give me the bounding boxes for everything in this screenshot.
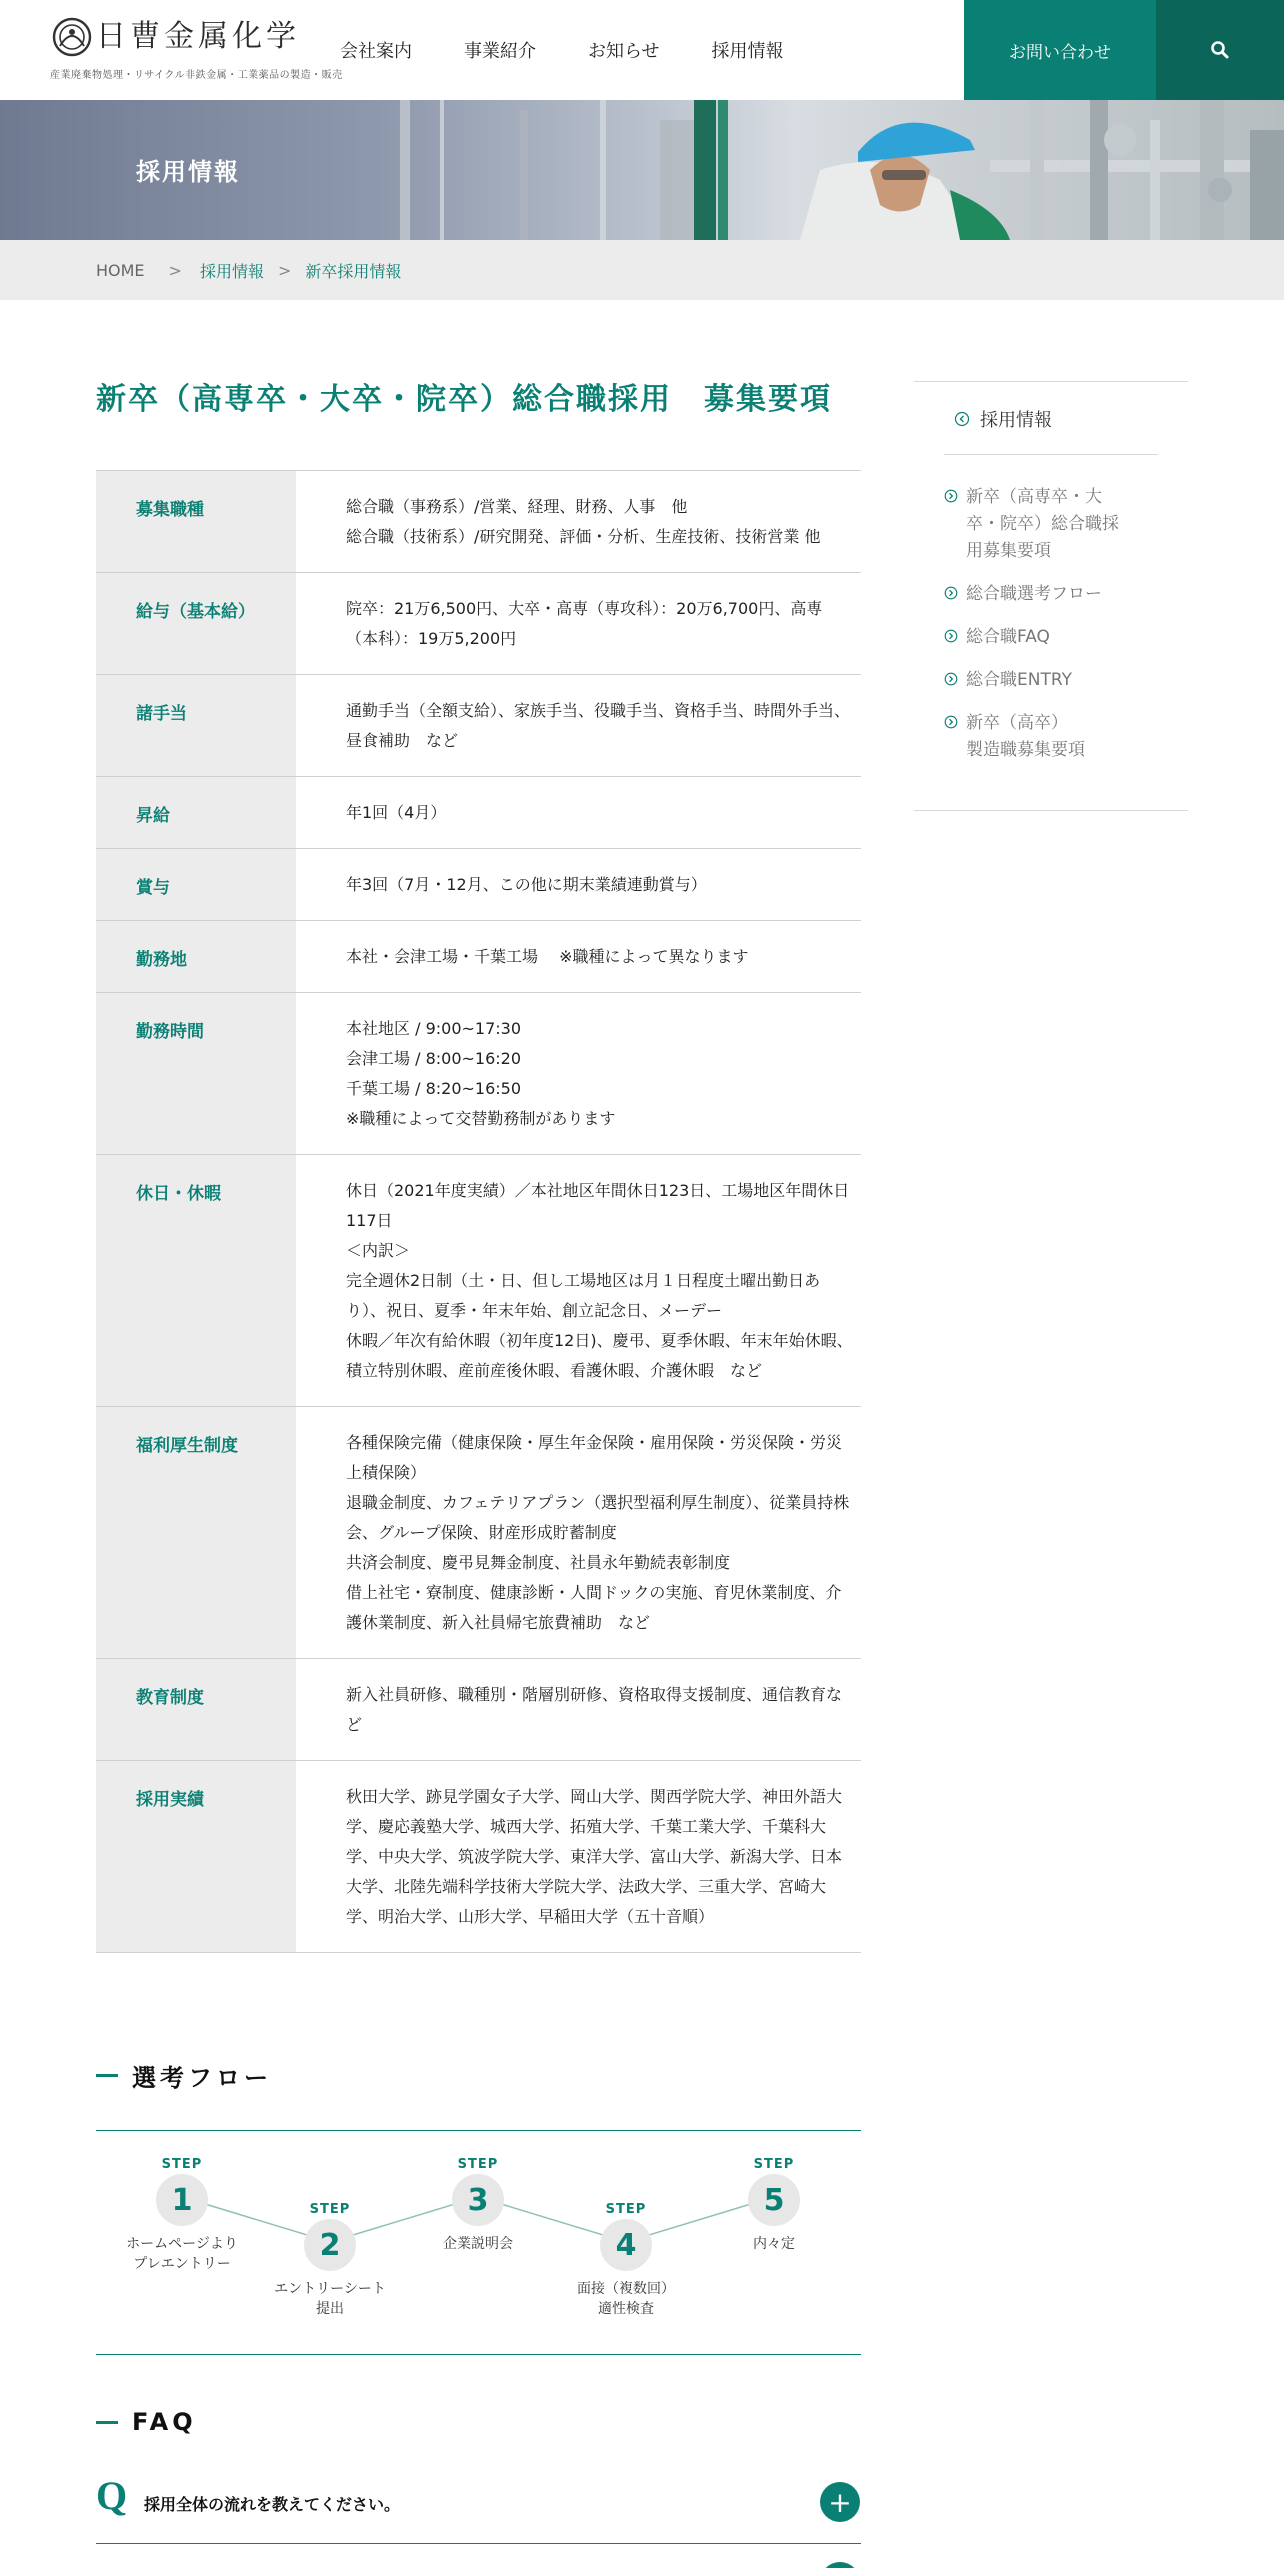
table-row (96, 849, 861, 921)
row-value-line: 共済会制度、慶弔見舞金制度、社員永年勤続表彰制度 (346, 1553, 731, 1572)
row-value-line: 休暇／年次有給休暇（初年度12日)、慶弔、夏季休暇、年末年始休暇、積立特別休暇、産前産後休暇、看護休暇、介護休暇 など (346, 1331, 853, 1380)
sidebar-link-label: 総合職FAQ (966, 627, 1050, 647)
row-value (296, 1761, 861, 1952)
row-value (296, 675, 861, 776)
sidebar-link-label: 総合職選考フロー (966, 584, 1102, 604)
row-label: 募集職種 (96, 471, 296, 572)
sidebar-link-label: 新卒（高卒） 製造職募集要項 (966, 713, 1085, 760)
sidebar-link[interactable] (944, 581, 1164, 608)
sidebar-heading[interactable] (954, 406, 1052, 432)
row-value-line: 総合職（技術系）/研究開発、評価・分析、生産技術、技術営業 他 (346, 527, 821, 546)
heading-bar (96, 2421, 118, 2424)
row-label: 諸手当 (96, 675, 296, 776)
row-label: 勤務時間 (96, 993, 296, 1154)
row-value (296, 1407, 861, 1658)
step-label: STEP (309, 2202, 351, 2217)
nav-item-recruit[interactable]: 採用情報 (711, 41, 784, 62)
row-value-line: ※職種によって交替勤務制があります (346, 1109, 616, 1128)
global-nav (340, 0, 835, 100)
row-label: 採用実績 (96, 1761, 296, 1952)
arrow-right-icon (944, 672, 958, 686)
step-number: 3 (452, 2174, 504, 2226)
nav-item-business[interactable]: 事業紹介 (464, 41, 536, 62)
page-title: 新卒（高専卒・大卒・院卒）総合職採用 募集要項 (96, 382, 832, 417)
faq-section-heading (96, 2408, 197, 2436)
step-label: STEP (161, 2157, 203, 2172)
row-value (296, 993, 861, 1154)
faq-item-partial (96, 2544, 861, 2568)
sidebar-heading-label: 採用情報 (980, 410, 1052, 431)
sidebar-link[interactable] (944, 710, 1164, 764)
row-value-line: 年1回（4月） (346, 803, 447, 822)
flow-step (102, 2157, 262, 2274)
breadcrumb-current: 新卒採用情報 (305, 261, 402, 281)
search-icon (1210, 40, 1230, 60)
sidebar-link-label: 総合職ENTRY (966, 670, 1072, 690)
step-label: STEP (753, 2157, 795, 2172)
arrow-right-icon (944, 489, 958, 503)
step-number: 5 (748, 2174, 800, 2226)
table-row (96, 573, 861, 675)
row-value-line: 院卒：21万6,500円、大卒・高専（専攻科）：20万6,700円、高専（本科）：19万5,200円 (346, 599, 823, 648)
row-value (296, 471, 861, 572)
selection-flow (96, 2130, 861, 2355)
flow-step (694, 2157, 854, 2254)
faq-expand-button[interactable]: + (820, 2482, 860, 2522)
faq-title: FAQ (132, 2408, 197, 2436)
table-row (96, 675, 861, 777)
flow-step (250, 2202, 410, 2319)
flow-step (546, 2202, 706, 2319)
row-value (296, 1155, 861, 1406)
row-value (296, 777, 861, 848)
table-row (96, 1659, 861, 1761)
breadcrumb-separator: > (168, 260, 182, 280)
table-row (96, 1407, 861, 1659)
faq-question: 採用全体の流れを教えてください。 (144, 2495, 401, 2514)
arrow-right-icon (944, 715, 958, 729)
row-value-line: 新入社員研修、職種別・階層別研修、資格取得支援制度、通信教育など (346, 1685, 843, 1734)
table-row (96, 921, 861, 993)
hero-banner (0, 100, 1284, 240)
sidebar-link-label: 新卒（高専卒・大 卒・院卒）総合職採 用募集要項 (966, 487, 1119, 561)
row-label: 賞与 (96, 849, 296, 920)
site-header (0, 0, 1284, 100)
faq-q-mark: Q (96, 2473, 128, 2518)
step-label: STEP (605, 2202, 647, 2217)
row-value-line: 退職金制度、カフェテリアプラン（選択型福利厚生制度）、従業員持株会、グループ保険、財産形成貯蓄制度 (346, 1493, 850, 1542)
step-label: STEP (457, 2157, 499, 2172)
sidebar-link[interactable] (944, 484, 1164, 565)
row-value-line: 総合職（事務系）/営業、経理、財務、人事 他 (346, 497, 688, 516)
step-text: ホームページより プレエントリー (126, 2236, 238, 2272)
logo-tagline: 産業廃棄物処理・リサイクル非鉄金属・工業薬品の製造・販売 (50, 70, 343, 81)
sidebar-link[interactable] (944, 624, 1164, 651)
row-value-line: 休日（2021年度実績）／本社地区年間休日123日、工場地区年間休日117日 (346, 1181, 850, 1230)
breadcrumb-home[interactable]: HOME (96, 260, 145, 280)
company-logo[interactable] (50, 16, 350, 86)
step-text: 面接（複数回） 適性検査 (577, 2281, 675, 2317)
step-number: 2 (304, 2219, 356, 2271)
step-text: 企業説明会 (443, 2236, 513, 2252)
row-value-line: 会津工場 / 8:00~16:20 (346, 1049, 522, 1068)
flow-section-heading (96, 2058, 272, 2093)
search-button[interactable] (1156, 0, 1284, 100)
row-value-line: 千葉工場 / 8:20~16:50 (346, 1079, 522, 1098)
row-value-line: 借上社宅・寮制度、健康診断・人間ドックの実施、育児休業制度、介護休業制度、新入社員帰宅旅費補助 など (346, 1583, 842, 1632)
flow-title: 選考フロー (132, 2064, 272, 2092)
breadcrumb (96, 240, 401, 300)
row-value-line: 本社・会津工場・千葉工場 ※職種によって異なります (346, 947, 749, 966)
logo-text: 日曹金属化学 (96, 19, 300, 54)
back-arrow-icon (954, 411, 970, 427)
step-number: 4 (600, 2219, 652, 2271)
arrow-right-icon (944, 586, 958, 600)
breadcrumb-bar (0, 240, 1284, 300)
step-text: 内々定 (753, 2236, 795, 2252)
row-value-line: 秋田大学、跡見学園女子大学、岡山大学、関西学院大学、神田外語大学、慶応義塾大学、城西大学、拓殖大学、千葉工業大学、千葉科大学、中央大学、筑波学院大学、東洋大学、富山大学、新潟大学、日本大学、北陸先端科学技術大学院大学、法政大学、三重大学、宮崎大学、明治大学、山形大学、早稲田大学（五十音順） (346, 1787, 843, 1926)
sidebar-link[interactable] (944, 667, 1164, 694)
row-value (296, 849, 861, 920)
row-label: 勤務地 (96, 921, 296, 992)
logo-mark-icon (50, 16, 94, 58)
row-value-line: 本社地区 / 9:00~17:30 (346, 1019, 522, 1038)
nav-item-news[interactable]: お知らせ (588, 41, 660, 62)
table-row (96, 1761, 861, 1953)
hero-title: 採用情報 (136, 158, 240, 186)
table-row (96, 1155, 861, 1407)
sidebar-list (944, 484, 1164, 780)
requirements-table (96, 470, 861, 1953)
row-value (296, 1659, 861, 1760)
row-label: 給与（基本給） (96, 573, 296, 674)
row-label: 休日・休暇 (96, 1155, 296, 1406)
row-value-line: 各種保険完備（健康保険・厚生年金保険・雇用保険・労災保険・労災上積保険） (346, 1433, 843, 1482)
arrow-right-icon (944, 629, 958, 643)
breadcrumb-separator: > (277, 260, 292, 280)
sidebar (914, 381, 1188, 811)
step-text: エントリーシート 提出 (274, 2281, 386, 2317)
row-label: 教育制度 (96, 1659, 296, 1760)
heading-bar (96, 2074, 118, 2077)
row-value-line: 完全週休2日制（土・日、但し工場地区は月１日程度土曜出勤日あり）、祝日、夏季・年末年始、創立記念日、メーデー (346, 1271, 821, 1320)
row-value (296, 921, 861, 992)
step-number: 1 (156, 2174, 208, 2226)
sidebar-divider (944, 454, 1158, 455)
faq-expand-button[interactable] (820, 2562, 860, 2568)
contact-button[interactable]: お問い合わせ (964, 0, 1156, 100)
row-value-line: 年3回（7月・12月、この他に期末業績連動賞与） (346, 875, 707, 894)
table-row (96, 993, 861, 1155)
table-row (96, 777, 861, 849)
row-label: 昇給 (96, 777, 296, 848)
faq-item[interactable] (96, 2468, 861, 2544)
flow-step (398, 2157, 558, 2254)
nav-item-company[interactable]: 会社案内 (340, 41, 412, 62)
row-value-line: 通勤手当（全額支給）、家族手当、役職手当、資格手当、時間外手当、昼食補助 など (346, 701, 851, 750)
row-value-line: ＜内訳＞ (346, 1241, 411, 1260)
table-row (96, 471, 861, 573)
row-label: 福利厚生制度 (96, 1407, 296, 1658)
breadcrumb-recruit[interactable]: 採用情報 (199, 261, 264, 281)
row-value (296, 573, 861, 674)
